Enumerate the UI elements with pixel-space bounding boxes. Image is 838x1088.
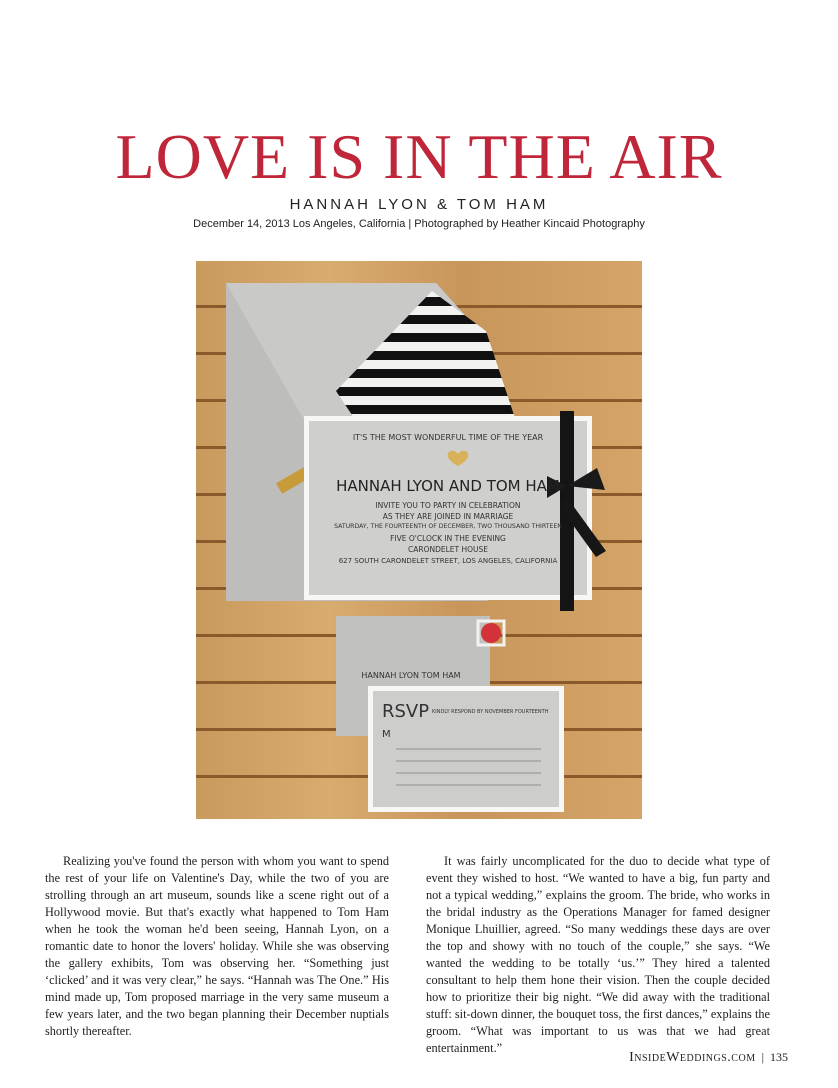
invitation-line-1: INVITE YOU TO PARTY IN CELEBRATION [375,501,521,510]
article-paragraph-1: Realizing you've found the person with whom you want to spend the rest of your life on Valentine's Day, while the two of you are strolling through an art museum, sounds like a scene right out of a Hollywood movie. But that's exactly what happened to Tom Ham when he took the woman he'd been seeing, Hannah Lyon, on a romantic date to honor the lovers' holiday. While she was observing the gallery exhibits, Tom was observing her. “Something just ‘clicked’ and it was very clear,” he says. “Hannah was The One.” His mind made up, Tom proposed marriage in the very same museum a few years later, and the two began planning their December nuptials shortly thereafter. [45,854,389,1038]
rsvp-note: KINDLY RESPOND BY NOVEMBER FOURTEENTH [432,709,549,715]
article-title: LOVE IS IN THE AIR [115,121,723,192]
couple-names: HANNAH LYON & TOM HAM [289,196,549,213]
invitation-tagline: IT'S THE MOST WONDERFUL TIME OF THE YEAR [352,433,544,442]
invitation-line-2: AS THEY ARE JOINED IN MARRIAGE [382,512,514,521]
page-footer [629,1050,788,1066]
article-paragraph-2: It was fairly uncomplicated for the duo to decide what type of event they wished to host. “We wanted to have a big, fun party and not a typical wedding,” explains the groom. The bride, who works in the bridal industry as the Operations Manager for famed designer Monique Lhuillier, agreed. “So many weddings these days are over the top and showy with no touch of the couple,” she says. “We wanted the wedding to be totally ‘us.’” They hired a talented consultant to help them hone their vision. Then the couple decided how to prioritize their big night. “We did away with the traditional stuff: sit-down dinner, the bouquet toss, the first dances,” explains the groom. “What was important to us was that we had great entertainment.” [426,854,770,1055]
article-column-right [426,853,770,1057]
event-credit: December 14, 2013 Los Angeles, California | Photographed by Heather Kincaid Photography [193,218,645,230]
envelope-names: HANNAH LYON TOM HAM [361,671,461,680]
invitation-names: HANNAH LYON AND TOM HAM [336,477,560,495]
invitation-line-5: CARONDELET HOUSE [407,545,489,554]
invitation-line-3: SATURDAY, THE FOURTEENTH OF DECEMBER, TWO THOUSAND THIRTEEN [334,523,562,530]
rsvp-title: RSVP [382,701,430,722]
red-seal [481,623,501,643]
invitation-line-4: FIVE O'CLOCK IN THE EVENING [390,534,506,543]
invitation-photo [196,261,642,819]
article-column-left [45,853,389,1040]
footer-separator: | [761,1050,764,1064]
rsvp-m-label: M [382,729,391,740]
invitation-line-6: 627 SOUTH CARONDELET STREET, LOS ANGELES, CALIFORNIA [338,557,558,565]
footer-site: InsideWeddings.com [629,1050,756,1065]
page-number: 135 [770,1050,788,1064]
